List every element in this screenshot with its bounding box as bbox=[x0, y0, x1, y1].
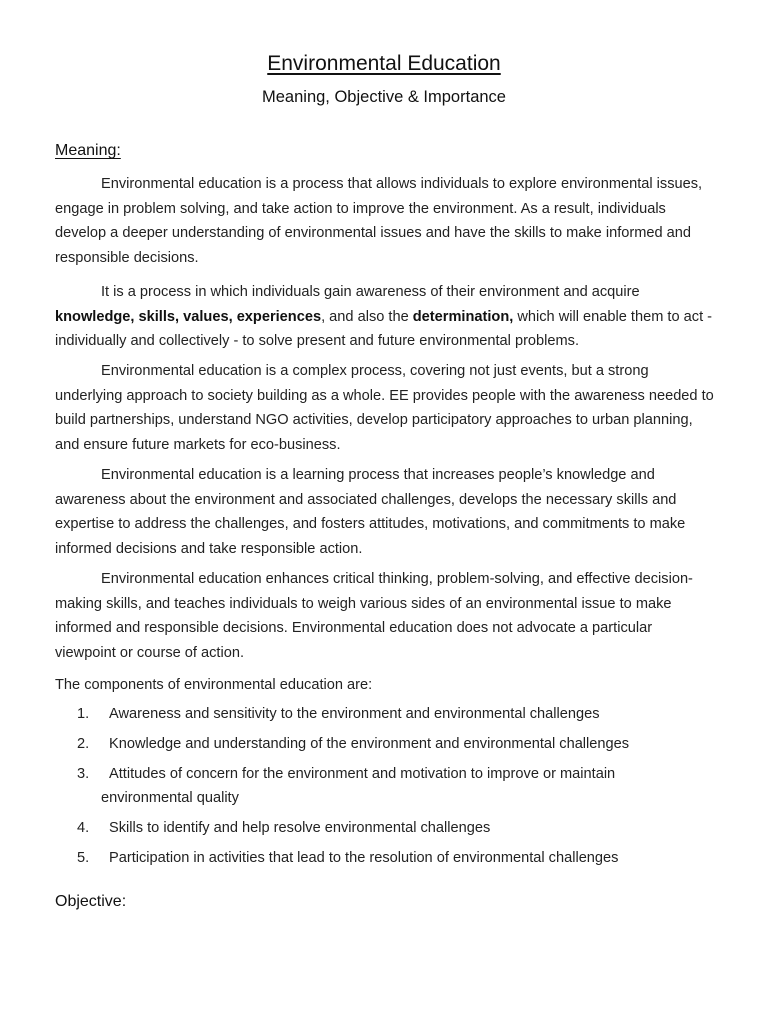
paragraph-2-bold-determination: determination, bbox=[412, 308, 514, 325]
objective-heading: Objective: bbox=[55, 893, 127, 910]
meaning-heading: Meaning: bbox=[55, 142, 121, 159]
list-item-number: 2. bbox=[77, 736, 90, 752]
paragraph-3: Environmental education is a complex process, covering not just events, but a strong underlying approach to society building as a whole. EE provides people with the awareness needed to build partnerships, understand NGO activities, develop participatory approaches to urban planning, and ensure future markets for eco-business. bbox=[55, 363, 714, 453]
paragraph-2-bold-knowledge: knowledge, skills, values, experiences bbox=[55, 308, 322, 325]
list-item-number: 4. bbox=[77, 820, 90, 836]
components-intro: The components of environmental education are: bbox=[55, 677, 373, 693]
document-title: Environmental Education bbox=[267, 52, 501, 75]
list-item bbox=[55, 732, 715, 756]
list-item-number: 5. bbox=[77, 850, 90, 866]
list-item-text: Awareness and sensitivity to the environment and environmental challenges bbox=[109, 706, 600, 722]
list-item-text: Attitudes of concern for the environment and motivation to improve or maintain bbox=[109, 766, 616, 782]
paragraph-1: Environmental education is a process that allows individuals to explore environmental issues, engage in problem solving, and take action to improve the environment. As a result, individuals develop a deeper understanding of environmental issues and have the skills to make informed and responsible decisions. bbox=[55, 176, 703, 266]
paragraph-5: Environmental education enhances critical thinking, problem-solving, and effective decision-making skills, and teaches individuals to weigh various sides of an environmental issue to make informed and responsible decisions. Environmental education does not advocate a particular viewpoint or course of action. bbox=[55, 571, 693, 661]
list-item-text: Participation in activities that lead to the resolution of environmental challenges bbox=[109, 850, 619, 866]
document-subtitle: Meaning, Objective & Importance bbox=[262, 88, 506, 106]
list-item bbox=[55, 762, 715, 810]
components-list bbox=[55, 702, 715, 876]
list-item bbox=[55, 846, 715, 870]
list-item-number: 3. bbox=[77, 766, 90, 782]
list-item bbox=[55, 816, 715, 840]
paragraph-2-text-a: It is a process in which individuals gain awareness of their environment and acquire bbox=[101, 284, 640, 300]
paragraph-2 bbox=[55, 280, 715, 354]
list-item-number: 1. bbox=[77, 706, 90, 722]
paragraph-2-text-c: which will enable them to act - individually and collectively - to solve present and future environmental problems. bbox=[55, 308, 713, 350]
paragraph-2-text-b: , and also the bbox=[321, 308, 413, 325]
list-item-text: Skills to identify and help resolve environmental challenges bbox=[109, 820, 491, 836]
list-item-text: Knowledge and understanding of the environment and environmental challenges bbox=[109, 736, 630, 752]
paragraph-4: Environmental education is a learning process that increases people’s knowledge and awareness about the environment and associated challenges, develops the necessary skills and expertise to address the challenges, and fosters attitudes, motivations, and commitments to make informed decisions and take responsible action. bbox=[55, 467, 686, 557]
list-item bbox=[55, 702, 715, 726]
list-item-text-continued: environmental quality bbox=[101, 790, 239, 806]
